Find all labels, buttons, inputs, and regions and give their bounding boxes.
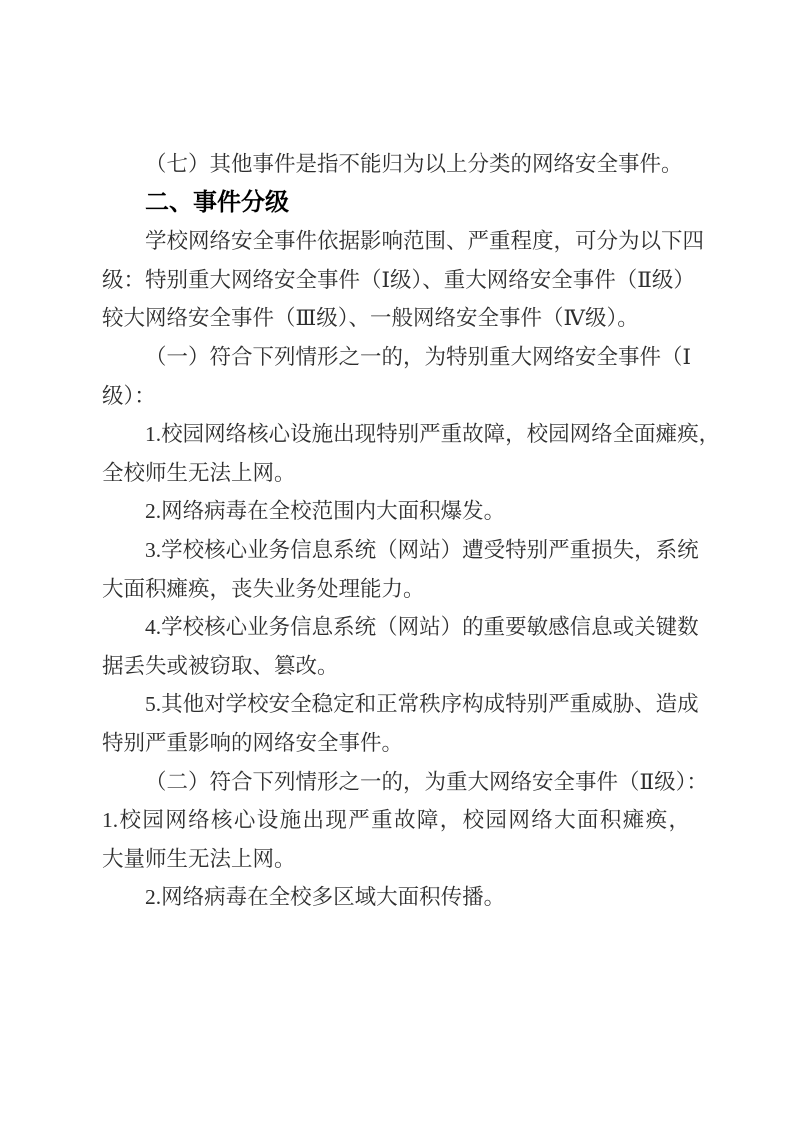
text-line: 特别严重影响的网络安全事件。 [102, 730, 404, 755]
text-line: 据丢失或被窃取、篡改。 [102, 653, 339, 678]
heading-line: 二、事件分级 [145, 188, 289, 216]
text-block [102, 145, 721, 917]
text-line: 4.学校核心业务信息系统（网站）的重要敏感信息或关键数 [145, 615, 699, 640]
text-line: （七）其他事件是指不能归为以上分类的网络安全事件。 [145, 152, 683, 176]
text-line: 2.网络病毒在全校多区域大面积传播。 [145, 885, 506, 910]
paragraph [102, 531, 699, 608]
text-line: （二）符合下列情形之一的，为重大网络安全事件（Ⅱ级）： [145, 769, 708, 794]
text-line: 1.校园网络核心设施出现特别严重故障，校园网络全面瘫痪， [145, 422, 721, 447]
text-line: 级）： [102, 383, 156, 408]
section-heading [102, 184, 690, 223]
text-line: 全校师生无法上网。 [102, 460, 296, 485]
text-line: 2.网络病毒在全校范围内大面积爆发。 [145, 499, 506, 524]
paragraph [102, 338, 690, 415]
text-line: 1.校园网络核心设施出现严重故障，校园网络大面积瘫痪， [102, 808, 690, 833]
text-line: 学校网络安全事件依据影响范围、严重程度，可分为以下四 [145, 229, 705, 254]
paragraph [102, 608, 699, 685]
paragraph [102, 222, 705, 338]
paragraph [102, 145, 690, 184]
paragraph [102, 763, 708, 879]
text-line: 3.学校核心业务信息系统（网站）遭受特别严重损失，系统 [145, 537, 699, 562]
paragraph [102, 492, 690, 531]
paragraph [102, 415, 721, 492]
text-line: 5.其他对学校安全稳定和正常秩序构成特别严重威胁、造成 [145, 692, 699, 717]
paragraph [102, 878, 690, 917]
text-line: （一）符合下列情形之一的，为特别重大网络安全事件（Ⅰ [145, 344, 691, 369]
text-line: 大量师生无法上网。 [102, 846, 296, 871]
text-line: 较大网络安全事件（Ⅲ级）、一般网络安全事件（Ⅳ级）。 [102, 306, 639, 331]
paragraph [102, 685, 699, 762]
text-line: 级：特别重大网络安全事件（Ⅰ级）、重大网络安全事件（Ⅱ级） [102, 267, 695, 292]
text-line: 大面积瘫痪，丧失业务处理能力。 [102, 576, 425, 601]
